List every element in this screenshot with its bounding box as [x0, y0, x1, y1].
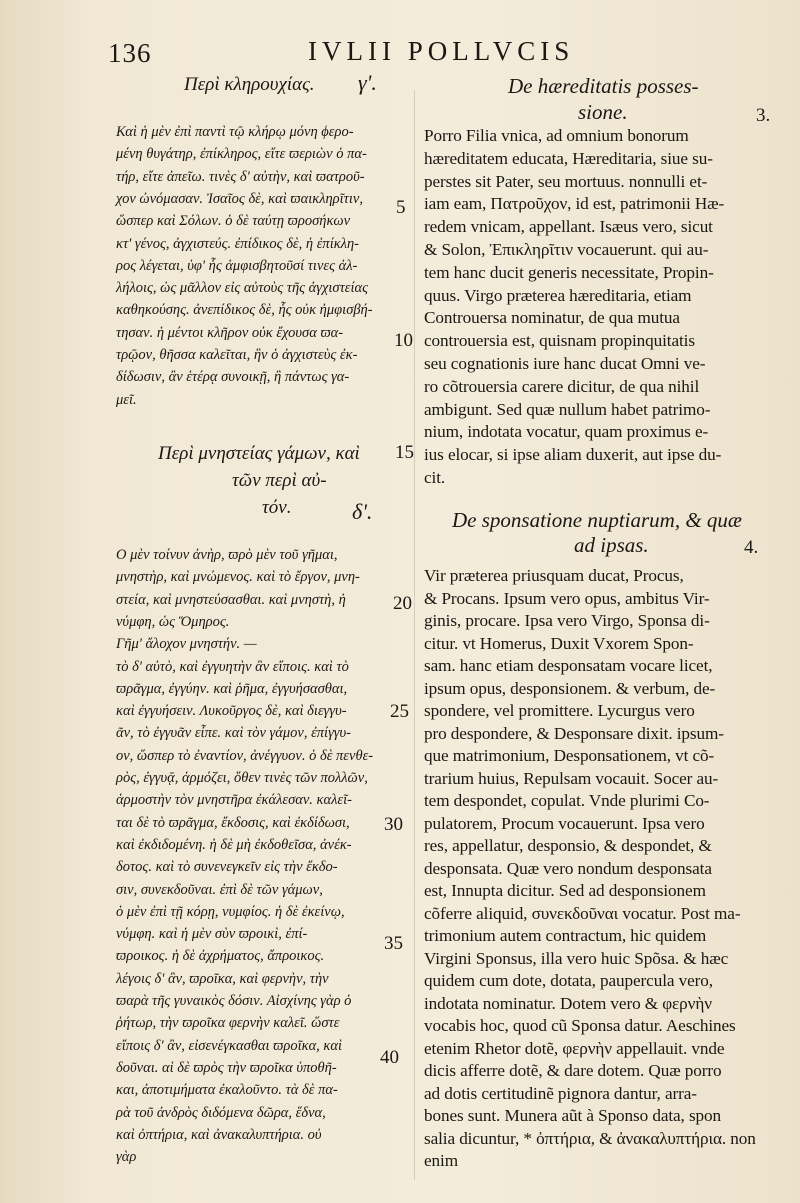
- line-number-15: 15: [395, 442, 414, 463]
- l3-line: iam eam, Πατροῦχον, id est, patrimonii Hæ-: [424, 194, 725, 214]
- l4-line: indotata nominatur. Dotem vero & φερνὴν: [424, 993, 712, 1013]
- g2-line: Ο μὲν τοίνυν ἀνὴρ, ϖρὸ μὲν τοῦ γῆμαι,: [116, 547, 338, 563]
- l3-line: hæreditatem educata, Hæreditaria, siue su-: [424, 148, 713, 168]
- l4-line: vocabis hoc, quod cũ Sponsa datur. Aeschines: [424, 1016, 736, 1035]
- l4-line: enim: [424, 1151, 458, 1170]
- line-number-20: 20: [393, 593, 412, 614]
- l4-line: spondere, vel promittere. Lycurgus vero: [424, 701, 695, 720]
- g2-line: δοῦναι. αἱ δὲ ϖρὸς τὴν ϖροῖκα ὑποθῆ-: [116, 1059, 337, 1076]
- l4-line: pulatorem, Procum vocauerunt. Ipsa vero: [424, 813, 705, 833]
- g2-line: ᾶν, τὸ ἐγγυᾶν εἶπε. καὶ τὸν γάμον, ἐπίγγυ-: [116, 725, 351, 742]
- l4-line: & Procans. Ipsum vero opus, ambitus Vir-: [424, 588, 710, 608]
- line-number-5: 5: [396, 197, 406, 218]
- g2-line: και, ἀποτιμήματα ἐκαλοῦντο. τὰ δὲ πα-: [116, 1082, 338, 1099]
- l4-line: desponsata. Quæ vero nondum desponsata: [424, 858, 712, 878]
- greek-section-1-heading: Περὶ κληρουχίας.: [184, 74, 315, 95]
- greek-section-2-number: δ'.: [352, 499, 373, 524]
- g2-line: μνηστὴρ, καὶ μνώμενος. καὶ τὸ ἔργον, μνη-: [116, 569, 360, 586]
- running-head: IVLII POLLVCIS: [308, 36, 575, 66]
- g1-line: μεῖ.: [116, 391, 137, 408]
- l4-line: quidem cum dote, dotata, paupercula vero,: [424, 971, 713, 990]
- l3-line: & Solon, Ἐπικληρῖτιν vocauerunt. qui au-: [424, 240, 709, 259]
- greek-section-2-heading-line-3: τόν.: [262, 497, 292, 518]
- g2-line: στεία, καὶ μνηστεύσασθαι. καὶ μνηστὴ, ἡ: [116, 591, 346, 608]
- l3-line: ro cõtrouersia carere dicitur, de qua nihil: [424, 376, 700, 396]
- g2-line: ϖρᾶγμα, ἐγγύην. καὶ ῥῆμα, ἐγγυήσασθαι,: [116, 680, 348, 697]
- g2-line: ται δὲ τὸ ϖρᾶγμα, ἔκδοσις, καὶ ἐκδίδωσι,: [116, 814, 350, 831]
- latin-section-3-number: 3.: [756, 105, 771, 126]
- l4-line: ad dotis certitudinẽ pignora dantur, arra-: [424, 1083, 697, 1103]
- g2-line: νύμφη, ὡς Ὅμηρος.: [116, 613, 230, 630]
- g2-line: ἁρμοστὴν τὸν μνηστῆρα ἐκάλεσαν. καλεῖ-: [116, 792, 352, 809]
- latin-section-4-heading-line-2: ad ipsas.: [574, 533, 649, 557]
- g2-line: σιν, συνεκδοῦναι. ἐπὶ δὲ τῶν γάμων,: [116, 881, 323, 898]
- l4-line: ipsum opus, desponsionem. & verbum, de-: [424, 678, 716, 698]
- g1-line: τρῷον, θῆσσα καλεῖται, ἣν ὁ ἀγχιστεὺς ἐκ-: [116, 347, 358, 363]
- l3-line: redem vnicam, appellant. Isæus vero, sicut: [424, 217, 713, 237]
- g2-line: ον, ὥσπερ τὸ ἐναντίον, ἀνέγγυον. ὁ δὲ πενθε-: [116, 747, 374, 764]
- g2-line: λέγοις δ' ἂν, ϖροῖκα, καὶ φερνὴν, τὴν: [116, 970, 329, 987]
- l4-line: dicis afferre dotẽ, & dare dotem. Quæ porro: [424, 1061, 722, 1080]
- g1-line: τησαν. ἡ μέντοι κλῆρον οὐκ ἔχουσα ϖα-: [116, 324, 344, 341]
- l4-line: trimonium autem contractum, hic quidem: [424, 926, 707, 945]
- l4-line: que matrimonium, Desponsationem, vt cõ-: [424, 746, 715, 765]
- g1-line: ρος λέγεται, ὑφ' ἧς ἀμφισβητοῦσί τινες ἀλ-: [116, 257, 358, 274]
- g2-line: καὶ ἐκδιδομένη. ἡ δὲ μὴ ἐκδοθεῖσα, ἀνέκ-: [116, 836, 352, 853]
- g2-line: Γῆμ' ἄλοχον μνηστήν. —: [116, 636, 257, 653]
- page-number: 136: [108, 38, 152, 68]
- l3-line: tem hanc ducit generis necessitate, Propin-: [424, 262, 714, 282]
- line-number-10: 10: [394, 330, 413, 351]
- greek-section-1-number: γ'.: [358, 70, 377, 95]
- g1-line: κτ' γένος, ἀγχιστεύς. ἐπίδικος δὲ, ἡ ἐπίκλη-: [116, 235, 359, 252]
- l3-line: Porro Filia vnica, ad omnium bonorum: [424, 126, 689, 145]
- line-number-30: 30: [384, 814, 403, 835]
- g1-line: μένη θυγάτηρ, ἐπίκληρος, εἴτε ϖεριὼν ὁ πα-: [116, 146, 367, 163]
- greek-section-2-heading-line-1: Περὶ μνηστείας γάμων, καὶ: [158, 443, 360, 464]
- g2-line: ρὰ τοῦ ἀνδρὸς διδόμενα δῶρα, ἕδνα,: [116, 1104, 326, 1121]
- l4-line: citur. vt Homerus, Duxit Vxorem Spon-: [424, 633, 694, 653]
- g1-line: δίδωσιν, ἂν ἑτέρᾳ συνοικῇ, ἢ πάντως γα-: [116, 369, 350, 386]
- g1-line: καθηκούσης. ἀνεπίδικος δὲ, ἧς οὐκ ἠμφισβή-: [116, 302, 373, 319]
- l4-line: trarium huius, Repulsam vocauit. Socer au-: [424, 768, 719, 788]
- g2-line: καὶ ἐγγυήσειν. Λυκοῦργος δὲ, καὶ διεγγυ-: [116, 703, 347, 720]
- l3-line: seu cognationis iure hanc ducat Omni ve-: [424, 354, 706, 373]
- column-divider: [414, 90, 415, 1180]
- latin-section-4-number: 4.: [744, 537, 759, 558]
- g2-line: ϖαρὰ τῆς γυναικὸς δόσιν. Αἰσχίνης γὰρ ὁ: [116, 993, 352, 1009]
- line-number-25: 25: [390, 701, 409, 722]
- g2-line: τὸ δ' αὐτὸ, καὶ ἐγγυητὴν ἂν εἴποις. καὶ τὸ: [116, 658, 349, 675]
- g2-line: γὰρ: [116, 1149, 137, 1166]
- g2-line: ρὸς, ἐγγυᾷ, ἁρμόζει, ὅθεν τινὲς τῶν πολλῶν,: [116, 770, 368, 786]
- g1-line: λήλοις, ὡς μᾶλλον εἰς αὐτοὺς τῆς ἀγχιστείας: [116, 280, 368, 297]
- l4-line: Vir præterea priusquam ducat, Procus,: [424, 566, 684, 585]
- l4-line: salia dicuntur, * ὀπτήρια, & ἀνακαλυπτήρια. non: [424, 1128, 756, 1148]
- g2-line: καὶ ὀπτήρια, καὶ ἀνακαλυπτήρια. οὐ: [116, 1126, 322, 1143]
- l4-line: pro despondere, & Desponsare dixit. ipsum-: [424, 723, 724, 743]
- g1-line: ὥσπερ καὶ Σόλων. ὁ δὲ ταύτῃ ϖροσήκων: [116, 213, 351, 230]
- l3-line: ius elocar, si ipse aliam duxerit, aut ipse du-: [424, 445, 722, 465]
- g2-line: εἴποις δ' ἂν, εἰσενέγκασθαι ϖροῖκα, καὶ: [116, 1037, 343, 1054]
- g1-line: τήρ, εἴτε ἀπεῖω. τινὲς δ' αὐτὴν, καὶ ϖατροῦ-: [116, 168, 365, 185]
- l3-line: perstes sit Pater, seu mortuus. nonnulli et-: [424, 171, 708, 191]
- l4-line: etenim Rhetor dotẽ, φερνὴν appellauit. vnde: [424, 1038, 725, 1058]
- g2-line: νύμφη. καὶ ἡ μὲν σὺν ϖροικὶ, ἐπί-: [116, 926, 308, 943]
- l3-line: ambigunt. Sed quæ nullum habet patrimo-: [424, 399, 711, 419]
- g2-line: ϖροικος. ἡ δὲ ἀχρήματος, ἄπροικος.: [116, 948, 325, 965]
- line-number-40: 40: [380, 1047, 399, 1068]
- g1-line: Καὶ ἡ μὲν ἐπὶ παντὶ τῷ κλήρῳ μόνη ϕερο-: [116, 124, 354, 140]
- latin-section-3-heading-line-1: De hæreditatis posses-: [508, 74, 699, 98]
- l4-line: est, Innupta dicitur. Sed ad desponsionem: [424, 881, 706, 900]
- l4-line: ginis, procare. Ipsa vero Virgo, Sponsa di-: [424, 611, 710, 630]
- l4-line: res, appellatur, desponsio, & despondet, &: [424, 836, 712, 855]
- g1-line: χον ὠνόμασαν. Ἰσαῖος δὲ, καὶ ϖαικληρῖτιν,: [116, 190, 363, 207]
- g2-line: ῥήτωρ, τὴν ϖροῖκα φερνὴν καλεῖ. ὥστε: [116, 1015, 340, 1032]
- l3-line: quus. Virgo præterea hæreditaria, etiam: [424, 285, 692, 305]
- l4-line: sam. hanc etiam desponsatam vocare licet,: [424, 656, 713, 675]
- l3-line: nium, indotata vocatur, quam proximus e-: [424, 422, 709, 442]
- l3-line: cit.: [424, 468, 446, 487]
- l4-line: bones sunt. Munera aũt à Sponso data, spon: [424, 1106, 722, 1125]
- l4-line: Virgini Sponsus, illa vero huic Spõsa. & hæc: [424, 948, 729, 968]
- l4-line: tem despondet, copulat. Vnde plurimi Co-: [424, 791, 710, 810]
- g2-line: ὁ μὲν ἐπὶ τῇ κόρῃ, νυμφίος. ἡ δὲ ἐκείνῳ,: [116, 903, 345, 920]
- l3-line: Controuersa nominatur, de qua mutua: [424, 308, 680, 328]
- l3-line: controuersia est, quisnam propinquitatis: [424, 331, 695, 351]
- latin-section-4-heading-line-1: De sponsatione nuptiarum, & quæ: [452, 508, 742, 532]
- line-number-35: 35: [384, 933, 403, 954]
- greek-section-2-heading-line-2: τῶν περὶ αὐ-: [232, 470, 327, 491]
- latin-section-3-heading-line-2: sione.: [578, 100, 628, 124]
- g2-line: δοτος. καὶ τὸ συνενεγκεῖν εἰς τὴν ἔκδο-: [116, 859, 338, 876]
- l4-line: cõferre aliquid, συνεκδοῦναι vocatur. Post ma-: [424, 903, 741, 923]
